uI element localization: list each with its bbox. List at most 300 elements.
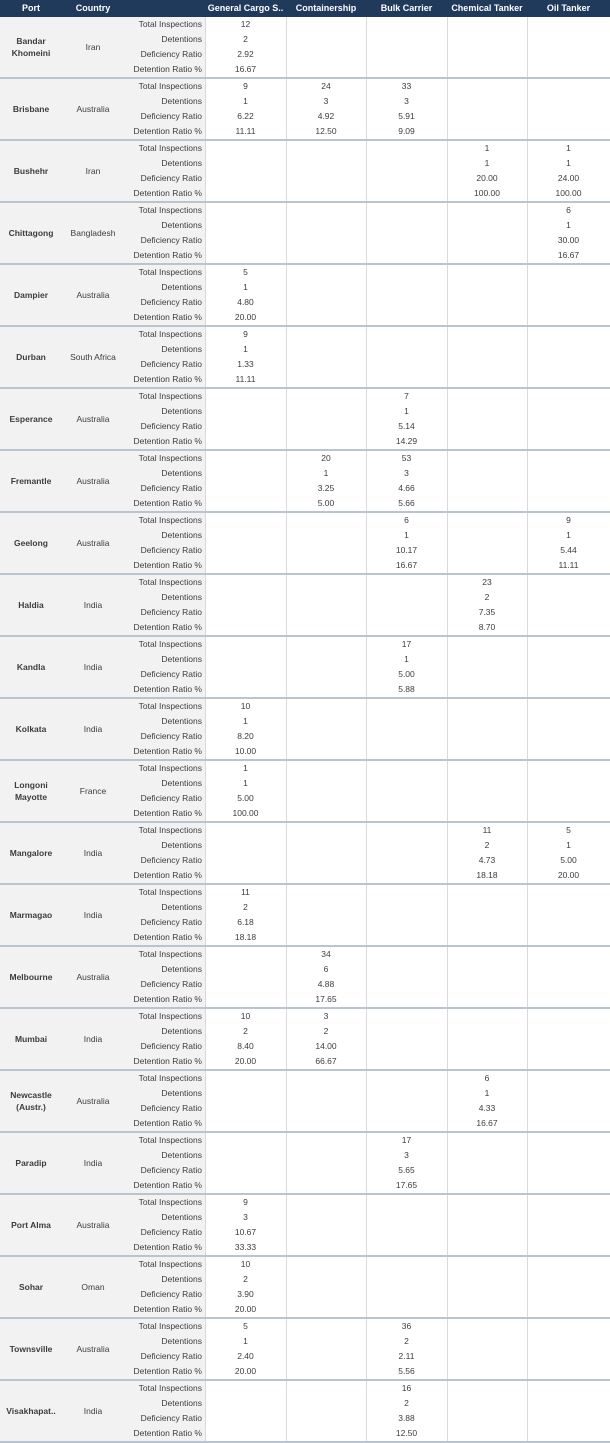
- measure-label: Total Inspections: [138, 1383, 202, 1393]
- value-cell-general-cargo: 10: [240, 701, 251, 711]
- measure-label: Detention Ratio %: [133, 1180, 202, 1190]
- table-row: [0, 761, 610, 823]
- measure-label: Deficiency Ratio: [140, 359, 202, 369]
- column-divider: [527, 637, 528, 697]
- port-name: Kolkata: [15, 724, 47, 734]
- value-cell-general-cargo: 11.11: [235, 374, 256, 384]
- column-divider: [366, 885, 367, 945]
- country-name: Australia: [76, 972, 110, 982]
- value-cell-bulk-carrier: 17: [401, 639, 412, 649]
- value-cell-bulk-carrier: 5.14: [398, 421, 415, 431]
- column-header-country[interactable]: Country: [75, 3, 111, 13]
- value-cell-containership: 24: [321, 81, 331, 91]
- value-cell-chemical-tanker: 16.67: [476, 1118, 498, 1128]
- value-cell-general-cargo: 11: [241, 887, 250, 897]
- value-cell-chemical-tanker: 7.35: [478, 607, 496, 617]
- value-cell-general-cargo: 100.00: [232, 808, 259, 818]
- port-name: Chittagong: [8, 228, 54, 238]
- value-cell-bulk-carrier: 3: [404, 468, 409, 478]
- value-cell-chemical-tanker: 4.33: [478, 1103, 496, 1113]
- column-divider: [447, 699, 448, 759]
- value-cell-general-cargo: 1: [243, 763, 248, 773]
- value-cell-general-cargo: 1.33: [237, 359, 254, 369]
- column-divider: [366, 575, 367, 635]
- port-name: Marmagao: [9, 910, 53, 920]
- column-divider: [527, 947, 528, 1007]
- port-name: Haldia: [18, 600, 44, 610]
- value-cell-bulk-carrier: 12.50: [395, 1428, 418, 1438]
- port-name: Bandar Khomeini: [11, 36, 51, 58]
- value-cell-general-cargo: 5: [243, 1321, 248, 1331]
- measure-label: Detentions: [161, 34, 202, 44]
- value-cell-oil-tanker: 5.00: [560, 855, 577, 865]
- column-divider: [205, 141, 206, 201]
- country-name: Australia: [76, 476, 110, 486]
- port-name: Kandla: [16, 662, 46, 672]
- table-row: [0, 1257, 610, 1319]
- value-cell-bulk-carrier: 7: [404, 391, 409, 401]
- port-name: Geelong: [13, 538, 48, 548]
- column-header-chemical-tanker[interactable]: Chemical Tanker: [451, 3, 523, 13]
- measure-label: Detention Ratio %: [133, 622, 202, 632]
- value-cell-general-cargo: 18.18: [234, 932, 257, 942]
- column-divider: [286, 17, 287, 77]
- country-name: Australia: [76, 104, 110, 114]
- country-name: Australia: [76, 1220, 110, 1230]
- table-row: [0, 699, 610, 761]
- value-cell-bulk-carrier: 3: [404, 96, 409, 106]
- value-cell-general-cargo: 12: [240, 19, 251, 29]
- column-divider: [527, 575, 528, 635]
- column-divider: [286, 637, 287, 697]
- column-divider: [447, 947, 448, 1007]
- value-cell-oil-tanker: 1: [566, 158, 571, 168]
- measure-label: Deficiency Ratio: [140, 669, 202, 679]
- column-divider: [286, 885, 287, 945]
- column-divider: [286, 575, 287, 635]
- measure-label: Deficiency Ratio: [140, 1413, 202, 1423]
- value-cell-general-cargo: 3: [243, 1212, 248, 1222]
- value-cell-general-cargo: 5.00: [237, 793, 254, 803]
- value-cell-oil-tanker: 100.00: [555, 188, 582, 198]
- column-divider: [286, 1257, 287, 1317]
- column-divider: [447, 1009, 448, 1069]
- measure-label: Deficiency Ratio: [140, 483, 202, 493]
- value-cell-general-cargo: 16.67: [234, 64, 257, 74]
- measure-label: Detentions: [161, 282, 202, 292]
- measure-label: Detention Ratio %: [133, 1428, 202, 1438]
- table-row: [0, 1381, 610, 1443]
- column-divider: [366, 203, 367, 263]
- measure-label: Detentions: [161, 778, 202, 788]
- measure-label: Total Inspections: [138, 1073, 202, 1083]
- column-header-bulk-carrier[interactable]: Bulk Carrier: [380, 3, 433, 13]
- country-name: Bangladesh: [70, 228, 116, 238]
- value-cell-oil-tanker: 1: [566, 220, 571, 230]
- measure-label: Deficiency Ratio: [140, 111, 202, 121]
- value-cell-oil-tanker: 9: [566, 515, 571, 525]
- column-divider: [527, 265, 528, 325]
- value-cell-oil-tanker: 1: [566, 143, 571, 153]
- country-name: Australia: [76, 1096, 110, 1106]
- value-cell-bulk-carrier: 9.09: [398, 126, 415, 136]
- value-cell-containership: 4.88: [317, 979, 335, 989]
- country-name: Oman: [81, 1282, 105, 1292]
- port-name: Sohar: [18, 1282, 44, 1292]
- value-cell-general-cargo: 11.11: [235, 126, 256, 136]
- value-cell-bulk-carrier: 5.56: [398, 1366, 415, 1376]
- table-row: [0, 575, 610, 637]
- column-divider: [366, 1009, 367, 1069]
- measure-label: Detentions: [161, 964, 202, 974]
- value-cell-general-cargo: 2.92: [237, 49, 254, 59]
- table-row: [0, 17, 610, 79]
- value-cell-containership: 3.25: [317, 483, 335, 493]
- measure-label: Total Inspections: [138, 763, 202, 773]
- country-name: India: [83, 1406, 103, 1416]
- column-divider: [366, 327, 367, 387]
- measure-label: Detention Ratio %: [133, 312, 202, 322]
- value-cell-containership: 66.67: [315, 1056, 337, 1066]
- measure-label: Total Inspections: [138, 1259, 202, 1269]
- measure-label: Total Inspections: [138, 1135, 202, 1145]
- value-cell-chemical-tanker: 8.70: [478, 622, 496, 632]
- column-divider: [527, 1071, 528, 1131]
- value-cell-oil-tanker: 5: [566, 825, 571, 835]
- value-cell-oil-tanker: 1: [566, 530, 571, 540]
- value-cell-general-cargo: 1: [243, 1336, 248, 1346]
- country-name: Australia: [76, 414, 110, 424]
- value-cell-oil-tanker: 11.11: [558, 560, 579, 570]
- value-cell-oil-tanker: 16.67: [557, 250, 580, 260]
- column-divider: [286, 513, 287, 573]
- measure-label: Deficiency Ratio: [140, 297, 202, 307]
- port-name: Melbourne: [9, 972, 53, 982]
- column-divider: [527, 451, 528, 511]
- country-name: France: [79, 786, 107, 796]
- measure-label: Detention Ratio %: [133, 746, 202, 756]
- measure-label: Detention Ratio %: [133, 870, 202, 880]
- column-divider: [366, 17, 367, 77]
- value-cell-containership: 1: [323, 468, 329, 478]
- column-divider: [527, 17, 528, 77]
- value-cell-bulk-carrier: 1: [404, 530, 409, 540]
- country-name: Australia: [76, 538, 110, 548]
- value-cell-bulk-carrier: 17: [401, 1135, 412, 1145]
- measure-label: Detention Ratio %: [133, 126, 202, 136]
- column-divider: [527, 1195, 528, 1255]
- measure-label: Deficiency Ratio: [140, 1165, 202, 1175]
- value-cell-chemical-tanker: 1: [484, 158, 490, 168]
- measure-label: Detention Ratio %: [133, 560, 202, 570]
- value-cell-containership: 3: [323, 96, 329, 106]
- value-cell-bulk-carrier: 5.88: [398, 684, 415, 694]
- column-divider: [447, 885, 448, 945]
- value-cell-oil-tanker: 6: [566, 205, 571, 215]
- value-cell-general-cargo: 2: [243, 902, 248, 912]
- measure-label: Detention Ratio %: [133, 932, 202, 942]
- value-cell-containership: 2: [323, 1026, 329, 1036]
- table-row: [0, 1071, 610, 1133]
- value-cell-chemical-tanker: 2: [484, 592, 490, 602]
- value-cell-bulk-carrier: 5.91: [398, 111, 415, 121]
- column-header-general-cargo[interactable]: General Cargo S..: [207, 3, 284, 13]
- value-cell-general-cargo: 8.20: [237, 731, 254, 741]
- column-divider: [527, 1381, 528, 1441]
- column-divider: [447, 265, 448, 325]
- column-divider: [447, 761, 448, 821]
- port-name: Port Alma: [11, 1220, 51, 1230]
- value-cell-containership: 6: [323, 964, 329, 974]
- measure-label: Detentions: [161, 902, 202, 912]
- table-row: [0, 389, 610, 451]
- country-name: India: [83, 1158, 103, 1168]
- value-cell-general-cargo: 1: [243, 344, 248, 354]
- country-name: Australia: [76, 290, 110, 300]
- port-name: Mumbai: [14, 1034, 48, 1044]
- column-divider: [205, 1133, 206, 1193]
- value-cell-general-cargo: 2: [243, 1274, 248, 1284]
- measure-label: Detention Ratio %: [133, 1056, 202, 1066]
- measure-label: Detention Ratio %: [133, 1304, 202, 1314]
- measure-label: Deficiency Ratio: [140, 917, 202, 927]
- measure-label: Total Inspections: [138, 267, 202, 277]
- measure-label: Deficiency Ratio: [140, 855, 202, 865]
- value-cell-containership: 3: [323, 1011, 329, 1021]
- port-name: Townsville: [9, 1344, 53, 1354]
- value-cell-general-cargo: 10.00: [234, 746, 257, 756]
- table-row: [0, 1133, 610, 1195]
- country-name: Iran: [85, 166, 101, 176]
- column-header-containership[interactable]: Containership: [295, 3, 357, 13]
- value-cell-bulk-carrier: 17.65: [395, 1180, 418, 1190]
- measure-label: Detention Ratio %: [133, 684, 202, 694]
- column-divider: [286, 761, 287, 821]
- column-divider: [527, 699, 528, 759]
- value-cell-chemical-tanker: 100.00: [474, 188, 500, 198]
- port-name: Esperance: [9, 414, 53, 424]
- country-name: Australia: [76, 1344, 110, 1354]
- value-cell-general-cargo: 10: [240, 1011, 251, 1021]
- table-row: [0, 637, 610, 699]
- port-name: Durban: [16, 352, 46, 362]
- value-cell-general-cargo: 9: [243, 329, 248, 339]
- value-cell-general-cargo: 10: [240, 1259, 251, 1269]
- value-cell-chemical-tanker: 6: [484, 1073, 490, 1083]
- measure-label: Deficiency Ratio: [140, 793, 202, 803]
- measure-label: Deficiency Ratio: [140, 1041, 202, 1051]
- measure-label: Detention Ratio %: [133, 64, 202, 74]
- column-divider: [286, 141, 287, 201]
- column-divider: [447, 327, 448, 387]
- port-name: Paradip: [15, 1158, 47, 1168]
- table-row: [0, 451, 610, 513]
- measure-label: Total Inspections: [138, 887, 202, 897]
- value-cell-bulk-carrier: 1: [404, 654, 409, 664]
- country-name: India: [83, 724, 103, 734]
- value-cell-chemical-tanker: 11: [482, 825, 492, 835]
- value-cell-oil-tanker: 20.00: [557, 870, 580, 880]
- column-divider: [366, 947, 367, 1007]
- measure-label: Detention Ratio %: [133, 1242, 202, 1252]
- column-divider: [447, 513, 448, 573]
- measure-label: Detentions: [161, 530, 202, 540]
- column-divider: [527, 1257, 528, 1317]
- measure-label: Deficiency Ratio: [140, 421, 202, 431]
- column-divider: [366, 141, 367, 201]
- column-header-port[interactable]: Port: [22, 3, 40, 13]
- measure-label: Deficiency Ratio: [140, 731, 202, 741]
- measure-label: Deficiency Ratio: [140, 607, 202, 617]
- measure-label: Detentions: [161, 1150, 202, 1160]
- value-cell-general-cargo: 20.00: [234, 1056, 257, 1066]
- value-cell-bulk-carrier: 33: [401, 81, 412, 91]
- value-cell-general-cargo: 33.33: [234, 1242, 257, 1252]
- measure-label: Deficiency Ratio: [140, 1103, 202, 1113]
- value-cell-general-cargo: 9: [243, 81, 248, 91]
- value-cell-bulk-carrier: 3.88: [398, 1413, 415, 1423]
- value-cell-general-cargo: 1: [243, 716, 248, 726]
- column-header-oil-tanker[interactable]: Oil Tanker: [546, 3, 591, 13]
- column-divider: [447, 1381, 448, 1441]
- column-divider: [447, 1319, 448, 1379]
- country-name: Iran: [85, 42, 101, 52]
- measure-label: Detention Ratio %: [133, 498, 202, 508]
- value-cell-general-cargo: 2.40: [237, 1351, 254, 1361]
- column-divider: [447, 203, 448, 263]
- table-row: [0, 513, 610, 575]
- value-cell-general-cargo: 3.90: [237, 1289, 254, 1299]
- table-row: [0, 1195, 610, 1257]
- measure-label: Detention Ratio %: [133, 374, 202, 384]
- column-divider: [205, 389, 206, 449]
- value-cell-general-cargo: 10.67: [234, 1227, 257, 1237]
- country-name: South Africa: [70, 352, 116, 362]
- column-divider: [205, 823, 206, 883]
- measure-label: Total Inspections: [138, 825, 202, 835]
- table-row: [0, 141, 610, 203]
- value-cell-containership: 4.92: [317, 111, 335, 121]
- value-cell-containership: 20: [321, 453, 331, 463]
- value-cell-chemical-tanker: 4.73: [478, 855, 496, 865]
- value-cell-bulk-carrier: 5.66: [398, 498, 415, 508]
- measure-label: Deficiency Ratio: [140, 1351, 202, 1361]
- measure-label: Total Inspections: [138, 143, 202, 153]
- port-name: Dampier: [13, 290, 48, 300]
- value-cell-general-cargo: 5: [243, 267, 248, 277]
- column-divider: [527, 1133, 528, 1193]
- column-divider: [205, 947, 206, 1007]
- column-divider: [286, 1381, 287, 1441]
- measure-label: Deficiency Ratio: [140, 49, 202, 59]
- value-cell-general-cargo: 6.18: [237, 917, 254, 927]
- country-name: India: [83, 1034, 103, 1044]
- column-divider: [447, 1257, 448, 1317]
- value-cell-chemical-tanker: 1: [484, 1088, 490, 1098]
- port-name: Mangalore: [9, 848, 53, 858]
- column-divider: [527, 389, 528, 449]
- column-divider: [366, 265, 367, 325]
- measure-label: Deficiency Ratio: [140, 235, 202, 245]
- value-cell-oil-tanker: 5.44: [560, 545, 577, 555]
- column-divider: [205, 637, 206, 697]
- country-name: India: [83, 848, 103, 858]
- column-divider: [527, 885, 528, 945]
- column-divider: [366, 761, 367, 821]
- table-row: [0, 885, 610, 947]
- table-row: [0, 265, 610, 327]
- value-cell-general-cargo: 20.00: [234, 1366, 257, 1376]
- value-cell-general-cargo: 2: [243, 34, 248, 44]
- column-divider: [286, 699, 287, 759]
- country-name: India: [83, 600, 103, 610]
- value-cell-oil-tanker: 24.00: [557, 173, 580, 183]
- measure-label: Detentions: [161, 468, 202, 478]
- port-name: Visakhapat..: [6, 1406, 56, 1416]
- measure-label: Total Inspections: [138, 19, 202, 29]
- value-cell-chemical-tanker: 20.00: [476, 173, 498, 183]
- measure-label: Total Inspections: [138, 81, 202, 91]
- value-cell-containership: 34: [321, 949, 331, 959]
- column-divider: [527, 79, 528, 139]
- column-divider: [366, 1257, 367, 1317]
- value-cell-bulk-carrier: 5.65: [398, 1165, 415, 1175]
- table-row: [0, 327, 610, 389]
- value-cell-chemical-tanker: 2: [484, 840, 490, 850]
- measure-label: Total Inspections: [138, 577, 202, 587]
- value-cell-bulk-carrier: 16.67: [395, 560, 418, 570]
- column-divider: [205, 575, 206, 635]
- measure-label: Total Inspections: [138, 329, 202, 339]
- measure-label: Total Inspections: [138, 639, 202, 649]
- measure-label: Total Inspections: [138, 515, 202, 525]
- column-divider: [286, 327, 287, 387]
- measure-label: Total Inspections: [138, 205, 202, 215]
- measure-label: Deficiency Ratio: [140, 1227, 202, 1237]
- port-name: Fremantle: [10, 476, 52, 486]
- column-divider: [447, 1195, 448, 1255]
- value-cell-bulk-carrier: 5.00: [398, 669, 415, 679]
- measure-label: Detentions: [161, 158, 202, 168]
- value-cell-bulk-carrier: 2.11: [398, 1351, 415, 1361]
- value-cell-general-cargo: 8.40: [237, 1041, 254, 1051]
- port-name: Newcastle (Austr.): [10, 1090, 52, 1112]
- value-cell-general-cargo: 1: [243, 96, 248, 106]
- value-cell-bulk-carrier: 4.66: [398, 483, 415, 493]
- value-cell-general-cargo: 20.00: [234, 312, 257, 322]
- value-cell-general-cargo: 9: [243, 1197, 248, 1207]
- table-row: [0, 1319, 610, 1381]
- value-cell-bulk-carrier: 3: [404, 1150, 409, 1160]
- port-name: Longoni Mayotte: [14, 780, 48, 802]
- value-cell-containership: 17.65: [315, 994, 337, 1004]
- column-divider: [286, 389, 287, 449]
- column-divider: [527, 761, 528, 821]
- value-cell-bulk-carrier: 6: [404, 515, 409, 525]
- measure-label: Detentions: [161, 1212, 202, 1222]
- table-row: [0, 947, 610, 1009]
- measure-label: Detentions: [161, 406, 202, 416]
- column-divider: [286, 1319, 287, 1379]
- value-cell-containership: 12.50: [315, 126, 337, 136]
- measure-label: Detentions: [161, 840, 202, 850]
- measure-label: Detention Ratio %: [133, 1366, 202, 1376]
- value-cell-containership: 5.00: [317, 498, 335, 508]
- measure-label: Detentions: [161, 1274, 202, 1284]
- value-cell-bulk-carrier: 16: [401, 1383, 412, 1393]
- column-divider: [286, 1133, 287, 1193]
- column-divider: [447, 451, 448, 511]
